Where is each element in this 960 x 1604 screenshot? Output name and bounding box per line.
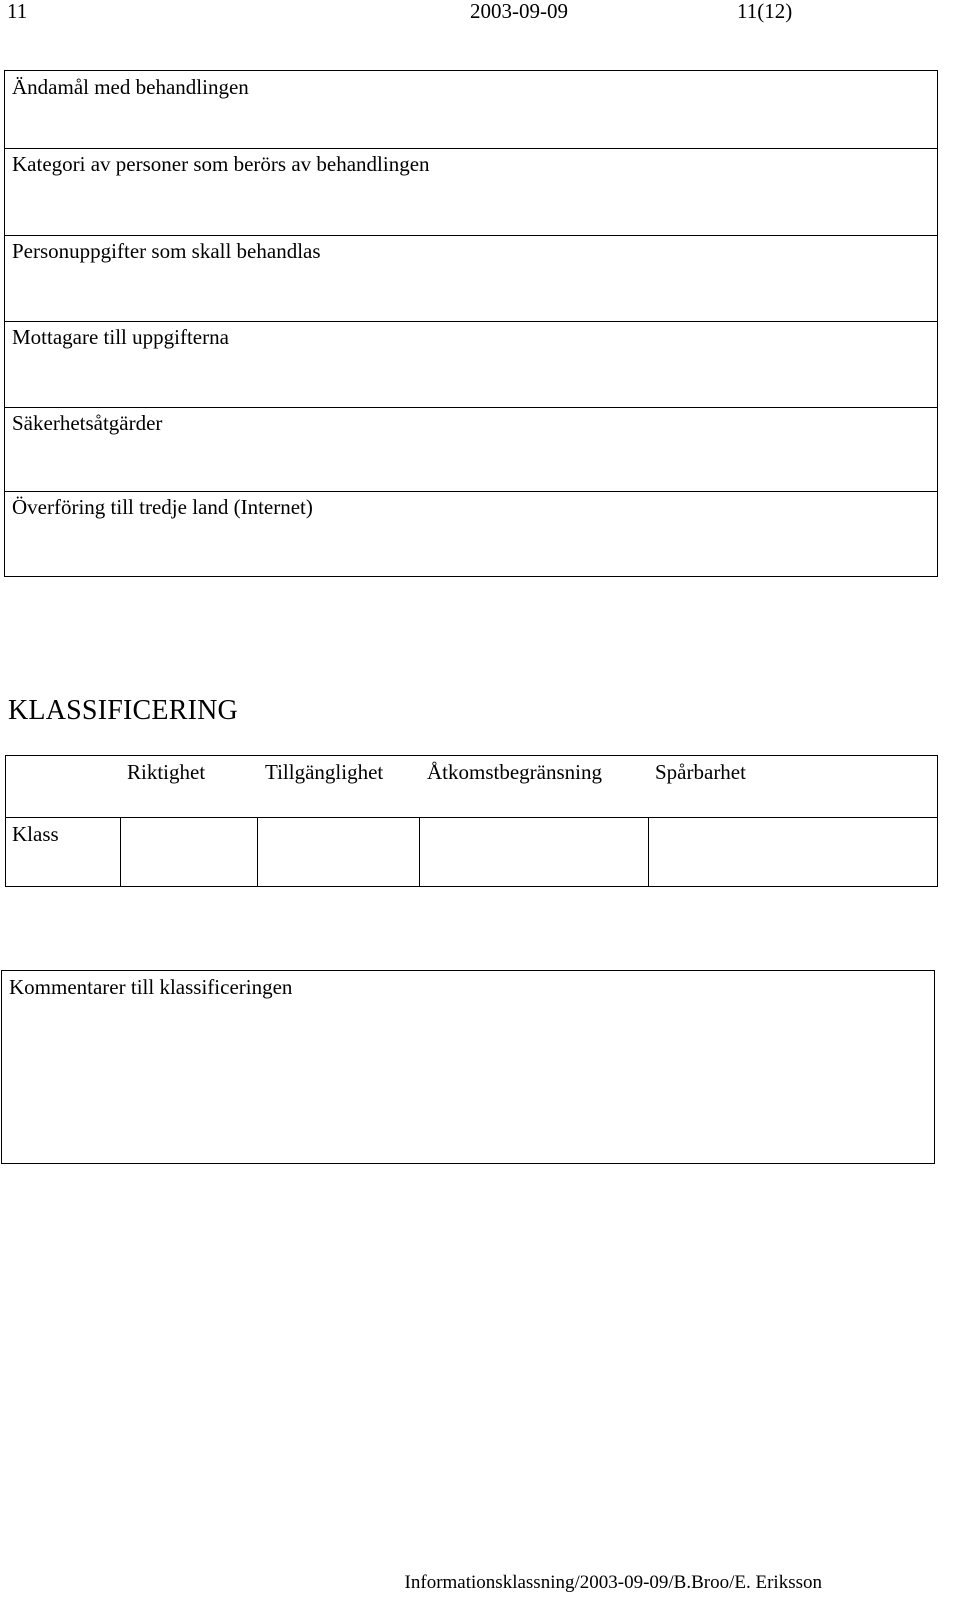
header-page-number: 11(12) — [737, 0, 793, 23]
classification-comments-box[interactable] — [1, 970, 935, 1164]
comments-label: Kommentarer till klassificeringen — [9, 975, 293, 999]
form-row-recipients[interactable] — [5, 322, 937, 408]
row-label-klass: Klass — [12, 822, 59, 846]
column-header-sparbarhet: Spårbarhet — [655, 760, 746, 784]
klass-cell-sparbarhet[interactable] — [649, 818, 937, 886]
classification-title: KLASSIFICERING — [8, 695, 238, 726]
form-row-personal-data[interactable] — [5, 236, 937, 322]
page-footer: Informationsklassning/2003-09-09/B.Broo/E. Eriksson — [404, 1572, 822, 1593]
form-row-label: Kategori av personer som berörs av behandlingen — [12, 152, 430, 176]
klass-cell-tillganglighet[interactable] — [258, 818, 419, 886]
header-date: 2003-09-09 — [470, 0, 568, 23]
processing-form — [4, 70, 938, 577]
form-row-security-measures[interactable] — [5, 408, 937, 492]
klass-cell-atkomstbegransning[interactable] — [420, 818, 648, 886]
form-row-label: Säkerhetsåtgärder — [12, 411, 163, 435]
header-section-number: 11 — [7, 0, 28, 23]
form-row-third-country-transfer[interactable] — [5, 492, 937, 578]
form-row-label: Mottagare till uppgifterna — [12, 325, 229, 349]
column-header-tillganglighet: Tillgänglighet — [265, 760, 384, 784]
form-row-label: Ändamål med behandlingen — [12, 75, 249, 99]
column-header-riktighet: Riktighet — [127, 760, 206, 784]
form-row-label: Överföring till tredje land (Internet) — [12, 495, 313, 519]
form-row-purpose[interactable] — [5, 71, 937, 149]
form-row-person-categories[interactable] — [5, 149, 937, 236]
klass-cell-riktighet[interactable] — [121, 818, 257, 886]
classification-table — [5, 755, 938, 887]
form-row-label: Personuppgifter som skall behandlas — [12, 239, 321, 263]
column-header-atkomstbegransning: Åtkomstbegränsning — [427, 760, 602, 784]
